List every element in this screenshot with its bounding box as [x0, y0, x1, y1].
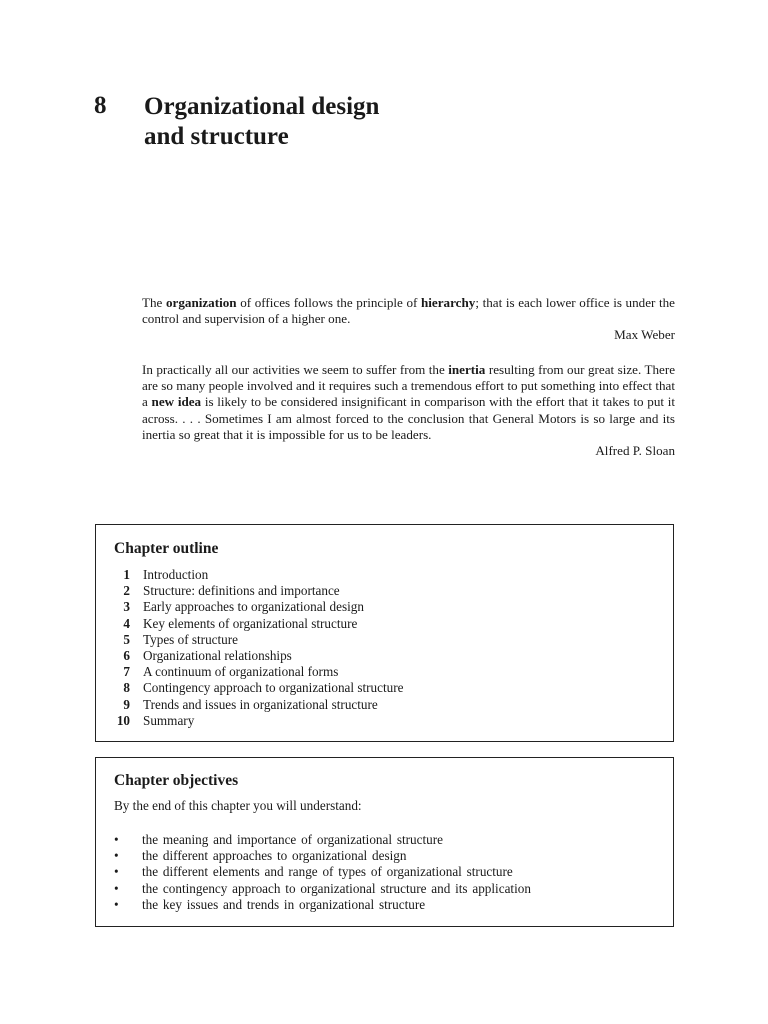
outline-item: [114, 583, 404, 599]
chapter-objectives-box: [95, 757, 674, 927]
objective-item: [114, 897, 531, 913]
outline-item-number: 1: [123, 567, 130, 582]
bullet-icon: •: [114, 832, 119, 847]
outline-item: [114, 648, 404, 664]
outline-item-number: 6: [123, 648, 130, 664]
quote-keyword: hierarchy: [421, 295, 476, 310]
bullet-icon: •: [114, 848, 119, 864]
objectives-intro: By the end of this chapter you will understand:: [114, 798, 362, 813]
quote-keyword: inertia: [448, 362, 486, 377]
objective-item-text: the different approaches to organizational design: [142, 848, 407, 864]
outline-item-label: Summary: [143, 712, 195, 728]
outline-item: [114, 616, 404, 632]
outline-item-label: A continuum of organizational forms: [143, 664, 339, 680]
chapter-outline-list: [114, 567, 404, 729]
outline-item-number: 5: [123, 631, 130, 647]
epigraph-sloan: [142, 362, 675, 459]
bullet-icon: •: [114, 880, 119, 896]
quote-attribution: Alfred P. Sloan: [595, 443, 675, 459]
outline-item-number: 9: [123, 696, 130, 712]
chapter-outline-box: [95, 524, 674, 742]
outline-item-label: Organizational relationships: [143, 648, 292, 664]
bullet-icon: •: [114, 896, 119, 912]
quote-attribution: Max Weber: [614, 327, 675, 343]
outline-item-label: Trends and issues in organizational structure: [143, 696, 378, 712]
quote-segment: of offices follows the principle of: [236, 295, 421, 310]
outline-item-number: 4: [123, 615, 130, 631]
objective-item-text: the different elements and range of types of organizational structure: [142, 864, 513, 880]
quote-keyword: new idea: [151, 394, 202, 410]
outline-item: [114, 599, 404, 615]
chapter-objectives-heading: Chapter objectives: [114, 772, 239, 789]
chapter-title: [144, 92, 379, 152]
quote-keyword: organization: [166, 295, 237, 310]
quote-segment: In practically all our activities we seem to suffer from the: [142, 362, 449, 377]
chapter-title-line-1: Organizational design: [144, 93, 380, 120]
outline-item-number: 2: [123, 583, 130, 599]
outline-item-label: Contingency approach to organizational structure: [143, 680, 404, 696]
bullet-icon: •: [114, 864, 119, 880]
objective-item-text: the key issues and trends in organizational structure: [142, 896, 426, 912]
epigraph-weber: [142, 295, 675, 344]
outline-item-label: Key elements of organizational structure: [143, 615, 358, 631]
outline-item-label: Introduction: [143, 567, 209, 582]
outline-item-label: Structure: definitions and importance: [143, 583, 340, 599]
outline-item: [114, 567, 404, 583]
outline-item: [114, 664, 404, 680]
outline-item-number: 10: [116, 712, 130, 728]
quote-segment: ; that is each lower office is under the control and supervision of a higher one.: [142, 295, 675, 327]
outline-item-number: 3: [123, 599, 130, 615]
outline-item-label: Types of structure: [143, 631, 239, 647]
quote-segment: is likely to be considered insignificant in comparison with the effort that it takes to put it across. . . . Sometimes I am almost forced to the conclusion that General Motors is so large and its inertia so great that it is impossible for us to be leaders.: [142, 394, 676, 442]
outline-item-number: 8: [123, 680, 130, 696]
quote-text: [142, 295, 675, 327]
quote-segment: resulting from our great size. There are so many people involved and it requires such a tremendous effort to put something into effect that a: [142, 362, 676, 410]
outline-item-number: 7: [123, 664, 130, 680]
outline-item: [114, 713, 404, 729]
objective-item: [114, 881, 531, 897]
chapter-title-line-2: and structure: [144, 123, 289, 150]
chapter-outline-heading: Chapter outline: [114, 540, 219, 557]
quote-text: [142, 362, 675, 443]
outline-item: [114, 632, 404, 648]
objective-item: [114, 864, 531, 880]
objective-item: [114, 832, 531, 848]
chapter-number: 8: [94, 92, 107, 119]
quote-segment: The: [142, 295, 166, 310]
outline-item: [114, 697, 404, 713]
outline-item-label: Early approaches to organizational design: [143, 599, 364, 615]
outline-item: [114, 680, 404, 696]
objective-item-text: the meaning and importance of organizational structure: [142, 832, 443, 847]
objective-item-text: the contingency approach to organizational structure and its application: [142, 880, 531, 896]
objective-item: [114, 848, 531, 864]
objectives-list: [114, 832, 531, 913]
